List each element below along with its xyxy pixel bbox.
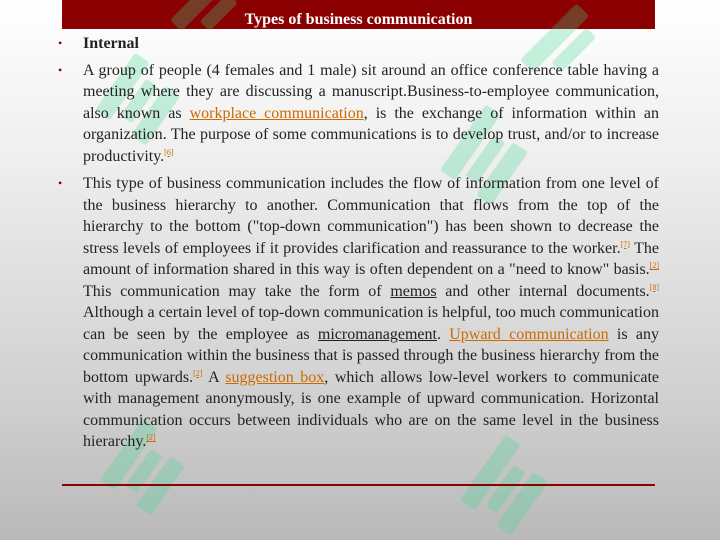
- reference-link[interactable]: [2]: [193, 368, 203, 378]
- bullet-item-hierarchy: [58, 173, 659, 453]
- bullet-list: [58, 33, 659, 453]
- bullet-text: .: [436, 325, 450, 343]
- bullet-icon: •: [58, 36, 63, 50]
- bullet-item-business-to-employee: [58, 60, 659, 168]
- bullet-text: This communication may take the form of: [83, 282, 391, 300]
- bullet-text: is any communication within the business that is passed through the business hierarchy from the bottom upwards.: [83, 325, 659, 386]
- reference-link[interactable]: [7]: [620, 239, 630, 249]
- slide-body: [58, 33, 659, 459]
- bullet-icon: •: [58, 176, 63, 190]
- slide-title-bar: [62, 0, 655, 29]
- upward-communication-link[interactable]: Upward communication: [449, 325, 609, 343]
- bullet-text: A: [202, 368, 226, 386]
- bullet-text: A group of people (4 females and 1 male) sit around an office conference table having a meeting where they are discussing a manuscript.Business-to-employee communication, also known as: [83, 61, 659, 122]
- bullet-heading: Internal: [83, 35, 139, 52]
- reference-link[interactable]: [2]: [146, 433, 156, 442]
- bullet-text: The amount of information shared in this way is often dependent on a "need to know" basis.: [83, 239, 659, 278]
- bullet-text: This type of business communication includes the flow of information from one level of the business hierarchy to another. Communication that flows from the top of the hierarchy to the bottom ("top-down communication") has been shown to decrease the stress levels of employees if it provides clarification and reassurance to the worker.: [83, 175, 659, 257]
- memos-link[interactable]: memos: [390, 282, 437, 300]
- slide-title: Types of business communication: [244, 11, 473, 28]
- workplace-communication-link[interactable]: workplace communication: [189, 104, 364, 122]
- micromanagement-link[interactable]: micromanagement: [317, 325, 437, 343]
- bullet-text: , which allows low-level workers to communicate with management anonymously, is one example of upward communication. Horizontal communication occurs between individuals who are on the same level in the business hierarchy.: [83, 368, 660, 450]
- bullet-text: and other internal documents.: [436, 282, 650, 300]
- bullet-item-internal: [58, 33, 659, 55]
- bullet-icon: •: [58, 62, 63, 77]
- reference-link[interactable]: [8]: [649, 282, 659, 292]
- suggestion-box-link[interactable]: suggestion box: [225, 368, 325, 386]
- bullet-text: Although a certain level of top-down communication is helpful, too much communication can be seen by the employee as: [83, 304, 659, 343]
- reference-link[interactable]: [2]: [649, 261, 659, 270]
- bullet-text: , is the exchange of information within an organization. The purpose of some communications is to develop trust, and/or to increase productivity.: [83, 104, 660, 165]
- reference-link[interactable]: [6]: [164, 147, 174, 157]
- bottom-divider: [62, 484, 655, 486]
